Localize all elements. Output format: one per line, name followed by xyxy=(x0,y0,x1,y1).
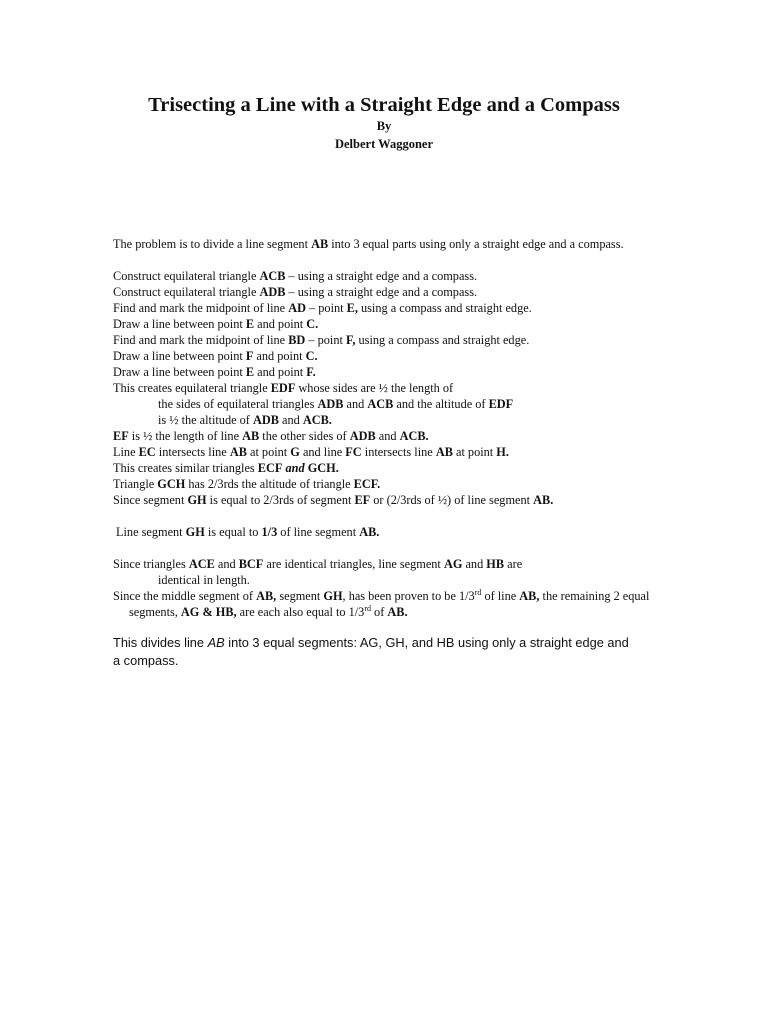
step-gch-altitude: Triangle GCH has 2/3rds the altitude of triangle ECF. xyxy=(113,477,381,491)
step-triangle-edf-cont2: is ½ the altitude of ADB and ACB. xyxy=(158,413,332,427)
step-construct-acb: Construct equilateral triangle ACB – using a straight edge and a compass. xyxy=(113,269,478,283)
closing-statement: This divides line AB into 3 equal segments: AG, GH, and HB using only a straight edge and a compass. xyxy=(113,635,629,668)
document-title: Trisecting a Line with a Straight Edge and a Compass xyxy=(148,94,620,116)
since-middle-segment: Since the middle segment of AB, segment GH, has been proven to be 1/3rd of line AB, the remaining 2 equal segments, AG & HB, are each also equal to 1/3rd of AB. xyxy=(113,587,650,619)
step-midpoint-e: Find and mark the midpoint of line AD – point E, using a compass and straight edge. xyxy=(113,301,532,315)
step-line-fc: Draw a line between point F and point C. xyxy=(113,349,318,363)
since-identical-cont: identical in length. xyxy=(158,573,250,587)
step-intersections: Line EC intersects line AB at point G and line FC intersects line AB at point H. xyxy=(113,445,509,459)
step-line-ec: Draw a line between point E and point C. xyxy=(113,317,319,331)
byline-by: By xyxy=(376,119,392,133)
author-name: Delbert Waggoner xyxy=(334,137,434,151)
step-triangle-edf-cont1: the sides of equilateral triangles ADB and ACB and the altitude of EDF xyxy=(158,397,514,411)
step-line-ef: Draw a line between point E and point F. xyxy=(113,365,316,379)
step-ef-length: EF is ½ the length of line AB the other sides of ADB and ACB. xyxy=(113,429,429,443)
step-midpoint-f: Find and mark the midpoint of line BD – point F, using a compass and straight edge. xyxy=(113,333,530,347)
step-gh-segment: Since segment GH is equal to 2/3rds of segment EF or (2/3rds of ½) of line segment AB. xyxy=(113,493,554,507)
since-identical-triangles: Since triangles ACE and BCF are identical triangles, line segment AG and HB are xyxy=(113,557,523,571)
step-similar-triangles: This creates similar triangles ECF and GCH. xyxy=(113,461,339,475)
step-triangle-edf: This creates equilateral triangle EDF whose sides are ½ the length of xyxy=(113,381,454,395)
document-body xyxy=(113,236,653,670)
result-statement: Line segment GH is equal to 1/3 of line segment AB. xyxy=(116,525,380,539)
problem-statement: The problem is to divide a line segment AB into 3 equal parts using only a straight edge and a compass. xyxy=(113,237,624,251)
step-construct-adb: Construct equilateral triangle ADB – using a straight edge and a compass. xyxy=(113,285,478,299)
